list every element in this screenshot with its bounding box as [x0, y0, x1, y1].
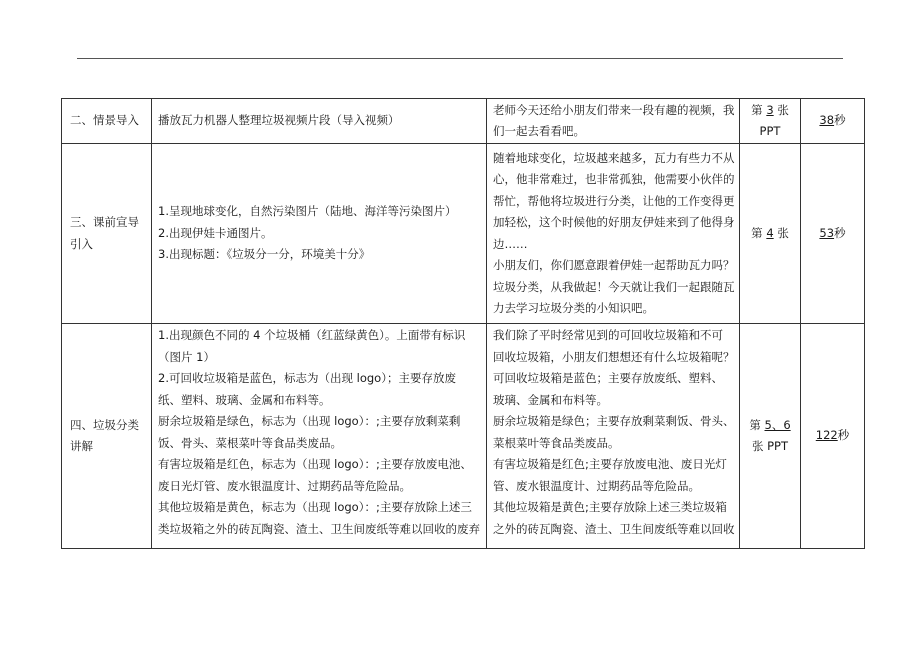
- table-row: [62, 99, 865, 144]
- talk-line: 力去学习垃圾分类的小知识吧。: [493, 301, 654, 315]
- content-line: 1.出现颜色不同的 4 个垃圾桶（红蓝绿黄色）。上面带有标识: [158, 328, 466, 342]
- talk-line: 垃圾分类，从我做起！今天就让我们一起跟随瓦: [493, 279, 735, 294]
- content-line: （图片 1）: [158, 349, 215, 364]
- talk-line: 可回收垃圾箱是蓝色；主要存放废纸、塑料、: [493, 371, 723, 385]
- table-row: [62, 324, 865, 549]
- content-line: 纸、塑料、玻璃、金属和布料等。: [158, 392, 331, 407]
- header-rule: [77, 58, 843, 59]
- ppt-number: 4: [766, 225, 774, 240]
- talk-line: 加轻松，这个时候他的好朋友伊娃来到了他得身: [493, 215, 735, 229]
- talk-line: 们一起去看看吧。: [493, 124, 585, 138]
- ppt-prefix: 第: [749, 417, 761, 432]
- talk-cell: [487, 144, 740, 324]
- content-cell: [152, 324, 487, 549]
- ppt-unit: 张 PPT: [751, 439, 789, 453]
- ppt-cell: [740, 99, 801, 144]
- content-line: 1.呈现地球变化，自然污染图片（陆地、海洋等污染图片）: [158, 204, 457, 219]
- content-line: 废日光灯管、废水银温度计、过期药品等危险品。: [158, 478, 411, 493]
- stage-label: 四、垃圾分类讲解: [70, 417, 139, 453]
- talk-line: 有害垃圾箱是红色;主要存放废电池、废日光灯: [493, 457, 727, 471]
- stage-label: 三、课前宣导引入: [70, 215, 139, 251]
- content-line: 3.出现标题：《垃圾分一分，环境美十分》: [158, 247, 371, 262]
- talk-line: 我们除了平时经常见到的可回收垃圾箱和不可: [493, 328, 723, 342]
- content-cell: [152, 144, 487, 324]
- content-line: 饭、骨头、菜根菜叶等食品类废品。: [158, 435, 342, 450]
- table-row: [62, 144, 865, 324]
- talk-line: 玻璃、金属和布料等。: [493, 392, 608, 407]
- talk-cell: [487, 324, 740, 549]
- talk-line: 厨余垃圾箱是绿色；主要存放剩菜剩饭、骨头、: [493, 414, 735, 428]
- talk-line: 帮忙，帮他将垃圾进行分类，让他的工作变得更: [493, 193, 735, 208]
- time-unit: 秒: [834, 225, 846, 240]
- talk-line: 之外的砖瓦陶瓷、渣土、卫生间废纸等难以回收: [493, 521, 735, 536]
- time-unit: 秒: [834, 113, 846, 128]
- time-number: 53: [819, 225, 835, 240]
- talk-line: 心，他非常难过，也非常孤独，他需要小伙伴的: [493, 172, 735, 186]
- content-line: 其他垃圾箱是黄色，标志为（出现 logo）：;主要存放除上述三: [158, 500, 472, 514]
- stage-cell: [62, 144, 152, 324]
- content-line: 播放瓦力机器人整理垃圾视频片段（导入视频）: [158, 113, 400, 128]
- stage-cell: [62, 324, 152, 549]
- ppt-cell: [740, 324, 801, 549]
- ppt-prefix: 第: [751, 225, 763, 240]
- time-number: 38: [819, 113, 835, 128]
- talk-line: 其他垃圾箱是黄色;主要存放除上述三类垃圾箱: [493, 500, 727, 514]
- time-cell: [801, 144, 865, 324]
- talk-line: 菜根菜叶等食品类废品。: [493, 435, 620, 450]
- talk-line: 管、废水银温度计、过期药品等危险品。: [493, 478, 700, 493]
- content-line: 2.出现伊娃卡通图片。: [158, 225, 273, 240]
- content-line: 2.可回收垃圾箱是蓝色，标志为（出现 logo）；主要存放废: [158, 371, 456, 385]
- stage-cell: [62, 99, 152, 144]
- talk-cell: [487, 99, 740, 144]
- ppt-cell: [740, 144, 801, 324]
- talk-line: 回收垃圾箱，小朋友们想想还有什么垃圾箱呢？: [493, 349, 735, 364]
- ppt-number: 3: [766, 102, 774, 117]
- ppt-number: 5、6: [764, 417, 791, 432]
- stage-label: 二、情景导入: [70, 113, 139, 128]
- ppt-prefix: 第: [751, 102, 763, 117]
- time-cell: [801, 324, 865, 549]
- ppt-suffix: 张: [777, 102, 789, 117]
- ppt-suffix: 张: [777, 225, 789, 240]
- time-unit: 秒: [837, 428, 850, 443]
- time-number: 122: [815, 428, 838, 443]
- talk-line: 边……: [493, 236, 528, 251]
- content-cell: [152, 99, 487, 144]
- ppt-unit: PPT: [759, 124, 781, 138]
- content-line: 厨余垃圾箱是绿色，标志为（出现 logo）：;主要存放剩菜剩: [158, 414, 461, 428]
- content-line: 类垃圾箱之外的砖瓦陶瓷、渣土、卫生间废纸等难以回收的废弃: [158, 521, 480, 536]
- time-cell: [801, 99, 865, 144]
- talk-line: 小朋友们，你们愿意跟着伊娃一起帮助瓦力吗？: [493, 258, 735, 272]
- content-line: 有害垃圾箱是红色，标志为（出现 logo）：;主要存放废电池、: [158, 457, 472, 471]
- talk-line: 老师今天还给小朋友们带来一段有趣的视频，我: [493, 102, 735, 117]
- lesson-plan-table: [61, 98, 865, 549]
- talk-line: 随着地球变化，垃圾越来越多，瓦力有些力不从: [493, 150, 735, 165]
